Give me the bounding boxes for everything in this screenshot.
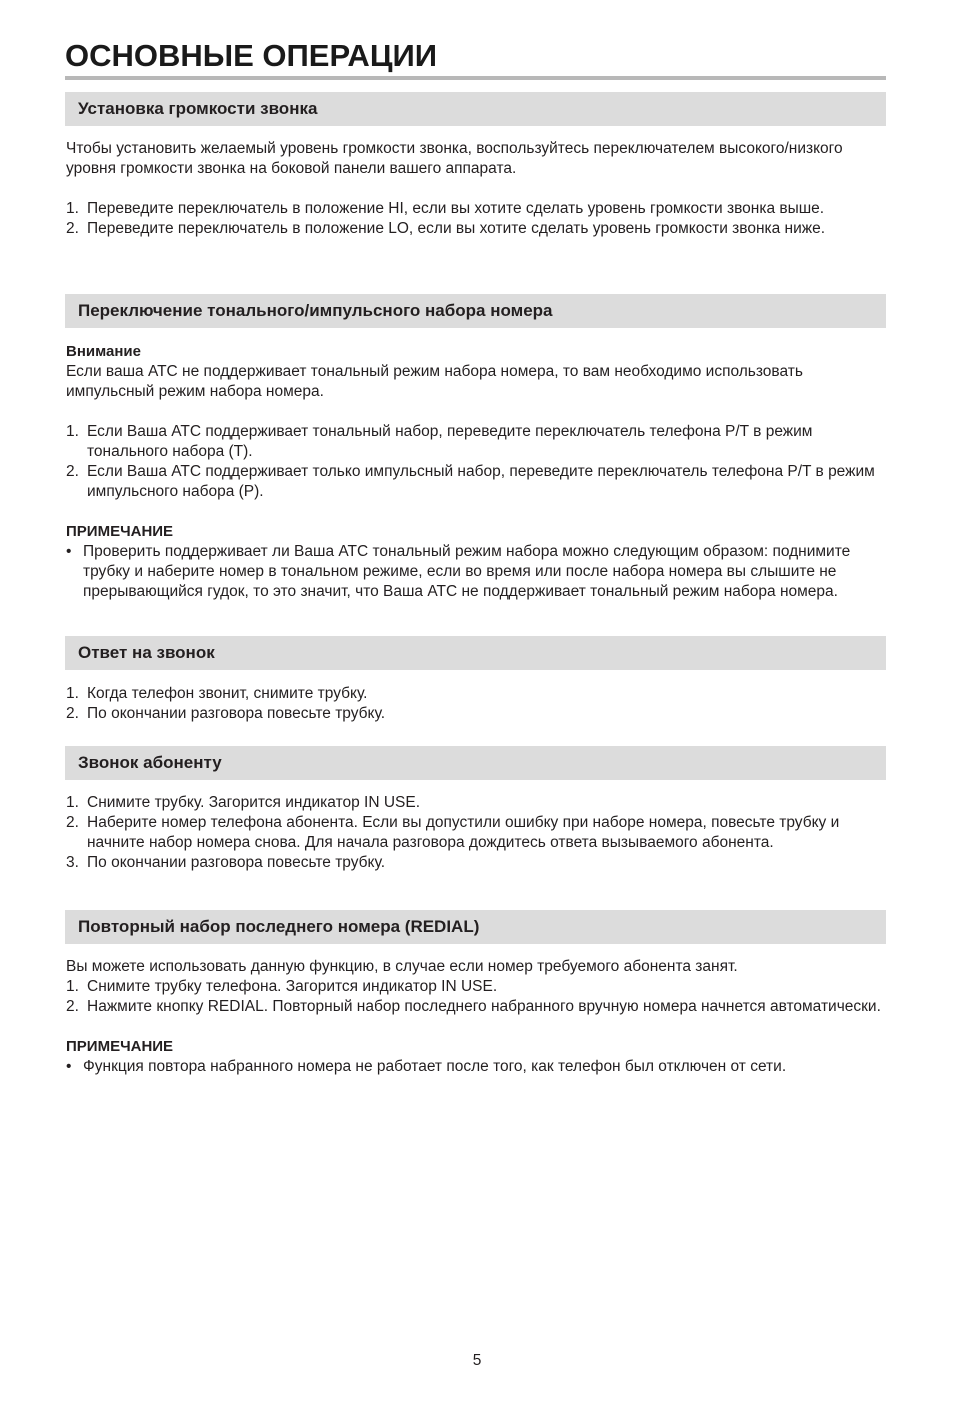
tone-pulse-content bbox=[66, 342, 888, 602]
list-item bbox=[66, 684, 888, 704]
step-number: 2. bbox=[66, 220, 79, 237]
make-call-steps bbox=[66, 793, 888, 873]
ring-volume-steps bbox=[66, 199, 888, 239]
step-number: 1. bbox=[66, 423, 79, 440]
tone-pulse-steps bbox=[66, 422, 888, 502]
bullet-icon: • bbox=[66, 1058, 72, 1075]
step-text: Переведите переключатель в положение LO, если вы хотите сделать уровень громкости звонка ниже. bbox=[87, 220, 826, 237]
redial-steps bbox=[66, 977, 888, 1017]
note-text: Функция повтора набранного номера не работает после того, как телефон был отключен от сети. bbox=[83, 1058, 787, 1075]
list-item bbox=[66, 422, 888, 462]
step-number: 1. bbox=[66, 685, 79, 702]
note-bullet-item bbox=[66, 1057, 888, 1077]
page-number: 5 bbox=[472, 1352, 482, 1369]
section-heading-redial: Повторный набор последнего номера (REDIAL) bbox=[65, 910, 886, 944]
list-item bbox=[66, 813, 888, 853]
answer-call-steps bbox=[66, 684, 888, 724]
make-call-content bbox=[66, 793, 888, 873]
step-text: Наберите номер телефона абонента. Если вы допустили ошибку при наборе номера, повесьте трубку и начните набор номера снова. Для начала разговора дождитесь ответа вызываемого абонента. bbox=[87, 814, 840, 851]
ring-volume-intro: Чтобы установить желаемый уровень громкости звонка, воспользуйтесь переключателем высокого/низкого уровня громкости звонка на боковой панели вашего аппарата. bbox=[66, 140, 843, 177]
section-heading-ring-volume: Установка громкости звонка bbox=[65, 92, 886, 126]
title-divider bbox=[65, 76, 886, 80]
attention-label: Внимание bbox=[66, 343, 141, 360]
list-item bbox=[66, 793, 888, 813]
step-text: Снимите трубку телефона. Загорится индикатор IN USE. bbox=[87, 978, 498, 995]
note-label: ПРИМЕЧАНИЕ bbox=[66, 1038, 174, 1055]
step-number: 2. bbox=[66, 814, 79, 831]
section-heading-make-call: Звонок абоненту bbox=[65, 746, 886, 780]
list-item bbox=[66, 977, 888, 997]
bullet-icon: • bbox=[66, 543, 72, 560]
section-heading-answer-call: Ответ на звонок bbox=[65, 636, 886, 670]
answer-call-content bbox=[66, 684, 888, 724]
step-text: По окончании разговора повесьте трубку. bbox=[87, 854, 386, 871]
attention-text: Если ваша АТС не поддерживает тональный режим набора номера, то вам необходимо использовать импульсный режим набора номера. bbox=[66, 363, 803, 400]
step-text: Если Ваша АТС поддерживает только импульсный набор, переведите переключатель телефона P/T в режим импульсного набора (P). bbox=[87, 463, 875, 500]
list-item bbox=[66, 199, 888, 219]
note-label: ПРИМЕЧАНИЕ bbox=[66, 523, 174, 540]
step-number: 1. bbox=[66, 200, 79, 217]
list-item bbox=[66, 219, 888, 239]
list-item bbox=[66, 997, 888, 1017]
step-text: Нажмите кнопку REDIAL. Повторный набор последнего набранного вручную номера начнется автоматически. bbox=[87, 998, 881, 1015]
step-text: Если Ваша АТС поддерживает тональный набор, переведите переключатель телефона P/T в режим тонального набора (T). bbox=[87, 423, 813, 460]
step-number: 2. bbox=[66, 463, 79, 480]
page-title: ОСНОВНЫЕ ОПЕРАЦИИ bbox=[65, 38, 438, 73]
note-bullet-item bbox=[66, 542, 888, 602]
step-number: 2. bbox=[66, 998, 79, 1015]
step-number: 2. bbox=[66, 705, 79, 722]
step-number: 3. bbox=[66, 854, 79, 871]
step-number: 1. bbox=[66, 978, 79, 995]
step-text: Снимите трубку. Загорится индикатор IN USE. bbox=[87, 794, 421, 811]
step-text: Когда телефон звонит, снимите трубку. bbox=[87, 685, 368, 702]
step-text: Переведите переключатель в положение HI, если вы хотите сделать уровень громкости звонка выше. bbox=[87, 200, 825, 217]
redial-content bbox=[66, 957, 888, 1077]
redial-intro: Вы можете использовать данную функцию, в случае если номер требуемого абонента занят. bbox=[66, 958, 738, 975]
list-item bbox=[66, 462, 888, 502]
list-item bbox=[66, 853, 888, 873]
section-heading-tone-pulse: Переключение тонального/импульсного набора номера bbox=[65, 294, 886, 328]
list-item bbox=[66, 704, 888, 724]
ring-volume-content bbox=[66, 139, 888, 239]
step-number: 1. bbox=[66, 794, 79, 811]
note-text: Проверить поддерживает ли Ваша АТС тональный режим набора можно следующим образом: поднимите трубку и наберите номер в тональном режиме, если во время или после набора номера вы слышите не прерывающийся гудок, то это значит, что Ваша АТС не поддерживает тональный режим набора номера. bbox=[83, 543, 851, 600]
step-text: По окончании разговора повесьте трубку. bbox=[87, 705, 386, 722]
